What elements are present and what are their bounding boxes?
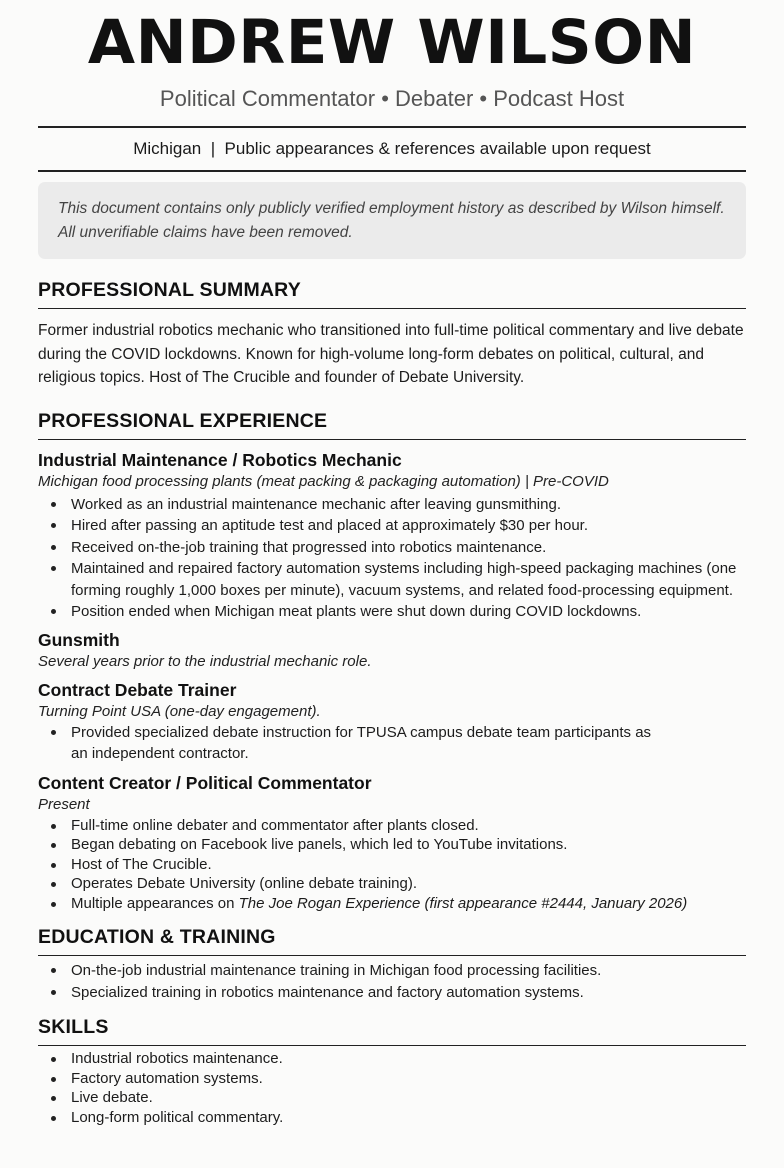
list-item: Received on-the-job training that progressed into robotics maintenance. bbox=[48, 537, 746, 559]
notice-line-2: All unverifiable claims have been removed. bbox=[58, 224, 353, 241]
job-title: Industrial Maintenance / Robotics Mechanic bbox=[38, 449, 402, 470]
list-item: Full-time online debater and commentator after plants closed. bbox=[48, 816, 746, 836]
job-bullets bbox=[38, 494, 746, 623]
list-item: Specialized training in robotics maintenance and factory automation systems. bbox=[48, 982, 746, 1004]
job-title: Contract Debate Trainer bbox=[38, 679, 237, 700]
resume-tagline: Political Commentator • Debater • Podcast Host bbox=[159, 86, 625, 111]
rogan-prefix: Multiple appearances on bbox=[71, 894, 239, 912]
experience-section bbox=[38, 410, 746, 914]
list-item: Operates Debate University (online debate training). bbox=[48, 874, 746, 894]
verification-notice bbox=[38, 182, 746, 259]
job-title: Content Creator / Political Commentator bbox=[38, 772, 372, 793]
job-entry bbox=[38, 449, 746, 623]
job-title: Gunsmith bbox=[38, 629, 120, 650]
list-item: Live debate. bbox=[48, 1088, 746, 1108]
education-bullets bbox=[38, 960, 746, 1003]
list-item: Hired after passing an aptitude test and placed at approximately $30 per hour. bbox=[48, 515, 746, 537]
list-item: Began debating on Facebook live panels, which led to YouTube invitations. bbox=[48, 835, 746, 855]
job-bullets bbox=[38, 722, 746, 765]
job-entry bbox=[38, 629, 746, 672]
list-item: Worked as an industrial maintenance mechanic after leaving gunsmithing. bbox=[48, 494, 746, 516]
contact-line: Michigan | Public appearances & references available upon request bbox=[133, 139, 651, 158]
list-item bbox=[48, 894, 746, 914]
skills-bullets bbox=[38, 1049, 746, 1127]
list-item: Industrial robotics maintenance. bbox=[48, 1049, 746, 1069]
rogan-show-title: The Joe Rogan Experience (first appearance #2444, January 2026) bbox=[238, 894, 688, 912]
summary-section bbox=[38, 279, 746, 390]
header-divider-bottom bbox=[38, 170, 746, 172]
job-subtitle: Michigan food processing plants (meat packing & packaging automation) | Pre-COVID bbox=[38, 472, 609, 490]
job-entry bbox=[38, 679, 746, 765]
job-bullets bbox=[38, 816, 746, 914]
list-item: Host of The Crucible. bbox=[48, 855, 746, 875]
list-item: Maintained and repaired factory automation systems including high-speed packaging machines (one forming roughly 1,000 boxes per minute), vacuum systems, and related food-processing equipment. bbox=[48, 558, 746, 601]
list-item: Provided specialized debate instruction for TPUSA campus debate team participants as an independent contractor. bbox=[48, 722, 746, 765]
job-entry bbox=[38, 772, 746, 914]
summary-heading: PROFESSIONAL SUMMARY bbox=[38, 279, 746, 309]
list-item: Position ended when Michigan meat plants were shut down during COVID lockdowns. bbox=[48, 601, 746, 623]
list-item: Factory automation systems. bbox=[48, 1069, 746, 1089]
resume-name: ANDREW WILSON bbox=[87, 7, 697, 78]
education-section bbox=[38, 926, 746, 1003]
job-subtitle: Several years prior to the industrial mechanic role. bbox=[38, 652, 372, 670]
education-heading: EDUCATION & TRAINING bbox=[38, 926, 746, 956]
skills-section bbox=[38, 1016, 746, 1127]
list-item: Long-form political commentary. bbox=[48, 1108, 746, 1128]
notice-line-1: This document contains only publicly verified employment history as described by Wilson himself. bbox=[58, 200, 725, 217]
list-item: On-the-job industrial maintenance training in Michigan food processing facilities. bbox=[48, 960, 746, 982]
skills-heading: SKILLS bbox=[38, 1016, 746, 1046]
job-subtitle: Present bbox=[38, 795, 90, 813]
experience-heading: PROFESSIONAL EXPERIENCE bbox=[38, 410, 746, 440]
summary-text: Former industrial robotics mechanic who transitioned into full-time political commentary and live debate during the COVID lockdowns. Known for high-volume long-form debates on political, cultural, and religious topics. Host of The Crucible and founder of Debate University. bbox=[38, 322, 744, 386]
job-subtitle: Turning Point USA (one-day engagement). bbox=[38, 702, 321, 720]
